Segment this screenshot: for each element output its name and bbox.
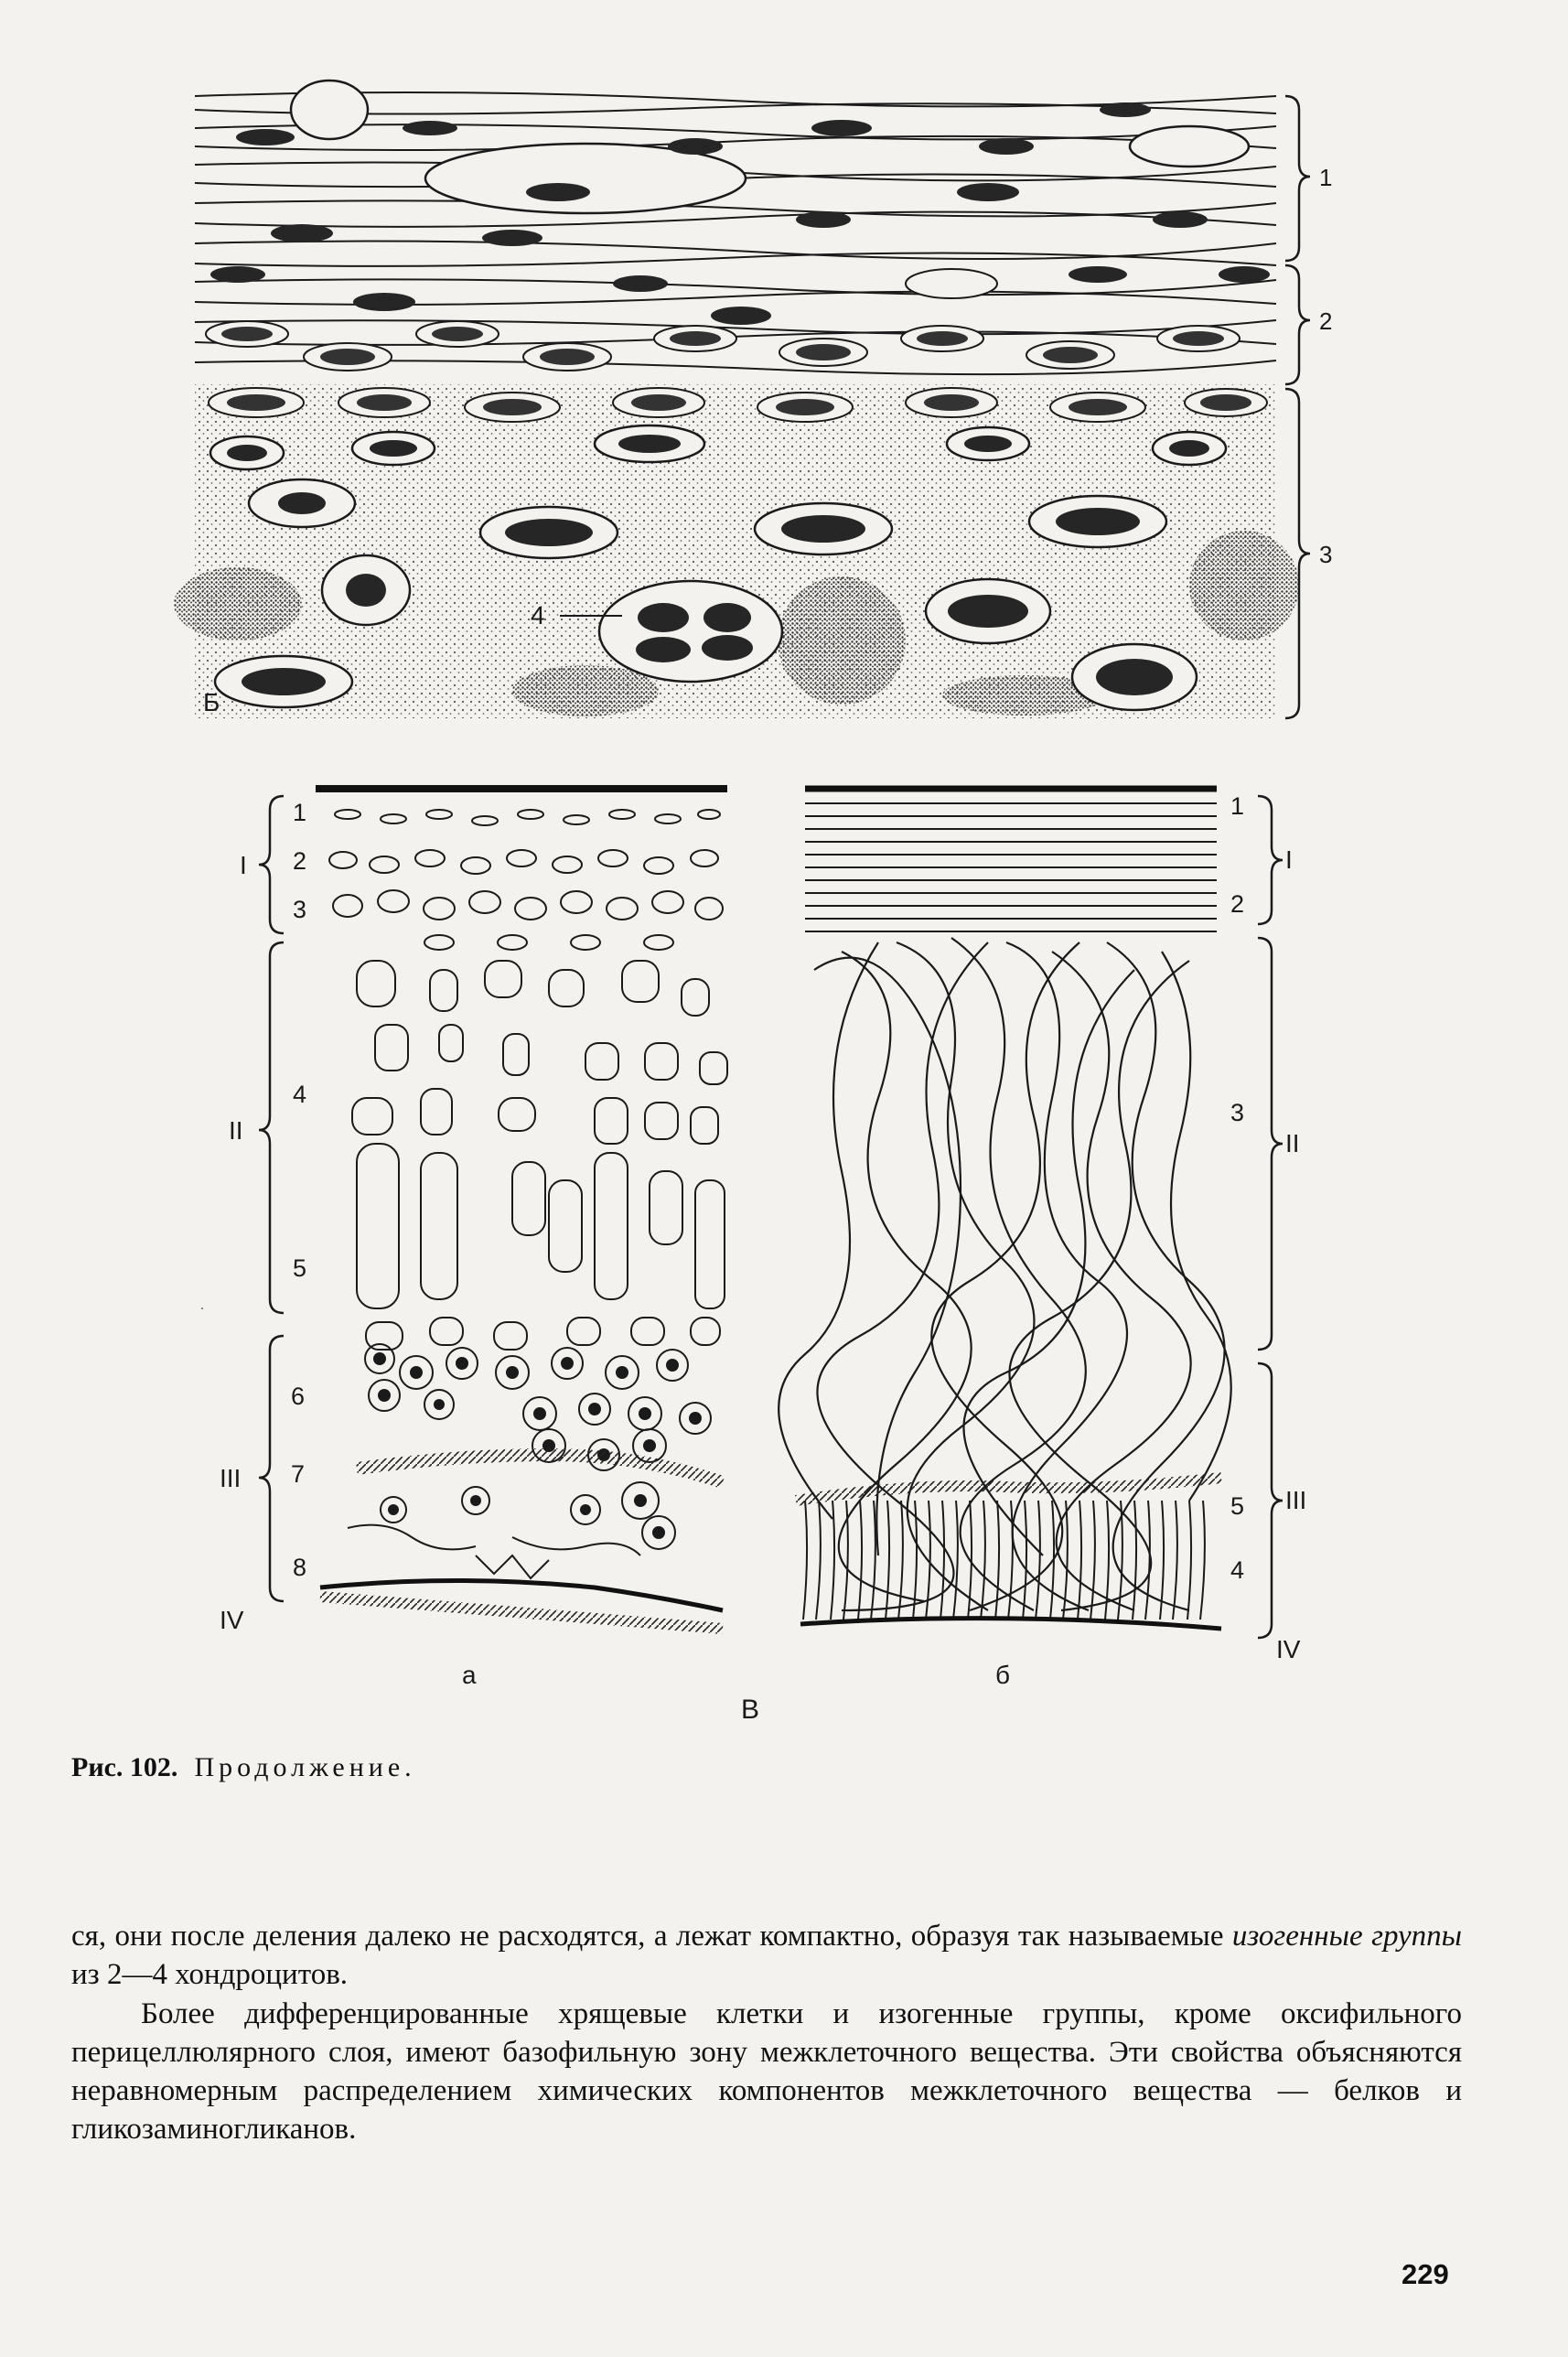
caption-figure-number: Рис. 102. — [71, 1752, 178, 1782]
right-num-3: 3 — [1230, 1099, 1245, 1126]
panel-b-layer-1: 1 — [1319, 164, 1333, 191]
panel-vb-drawing — [779, 789, 1231, 1629]
right-num-1: 1 — [1230, 792, 1245, 820]
left-num-3: 3 — [293, 896, 307, 923]
panel-va-drawing — [316, 789, 727, 1629]
left-num-7: 7 — [291, 1460, 306, 1488]
tidemark-left — [357, 1455, 723, 1482]
caption-text: Продолжение. — [194, 1752, 416, 1782]
paragraph-1-tail: из 2—4 хондроцитов. — [71, 1958, 349, 1991]
panel-b-brace-3 — [1285, 389, 1310, 718]
panel-v-label: В — [741, 1695, 760, 1725]
tidemark-right — [796, 1478, 1221, 1501]
panel-b-brace-1 — [1285, 96, 1310, 261]
left-brace-III — [259, 1336, 284, 1601]
right-num-5: 5 — [1230, 1492, 1245, 1520]
panel-b-layer-2: 2 — [1319, 307, 1333, 335]
left-num-6: 6 — [291, 1383, 306, 1410]
right-zone-I: I — [1285, 845, 1293, 874]
left-zone-III: III — [220, 1464, 242, 1492]
sub-label-b: б — [995, 1661, 1011, 1689]
right-brace-I — [1258, 796, 1283, 924]
left-zone-I: I — [240, 851, 247, 879]
left-num-1: 1 — [293, 799, 307, 826]
paragraph-2: Более дифференцированные хрящевые клетки и изогенные группы, кроме оксифильного перицеллюлярного слоя, имеют базофильную зону межклеточного вещества. Эти свойства объясняются неравномерным распределением химических компонентов межклеточного вещества — белков и гликозаминогликанов. — [71, 1997, 1462, 2146]
left-brace-I — [259, 796, 284, 933]
right-num-2: 2 — [1230, 890, 1245, 918]
left-zone-IV: IV — [220, 1606, 244, 1634]
left-num-8: 8 — [293, 1554, 307, 1581]
left-zone-II: II — [229, 1116, 243, 1145]
paragraph-1 — [71, 1917, 1462, 1994]
left-brace-II — [259, 942, 284, 1313]
panel-b-label: Б — [203, 688, 220, 716]
left-num-2: 2 — [293, 847, 307, 875]
paragraph-1-term: изогенные группы — [1231, 1920, 1463, 1953]
right-brace-II — [1258, 938, 1283, 1350]
right-zone-IV: IV — [1276, 1635, 1301, 1663]
panel-b-callout-4: 4 — [531, 601, 545, 630]
right-num-4: 4 — [1230, 1556, 1245, 1584]
right-zone-II: II — [1285, 1129, 1300, 1157]
left-num-4: 4 — [293, 1081, 307, 1108]
panel-b-drawing — [174, 81, 1299, 718]
right-brace-III — [1258, 1363, 1283, 1638]
sub-label-a: а — [462, 1661, 477, 1689]
right-zone-III: III — [1285, 1486, 1307, 1514]
paragraph-1-text: ся, они после деления далеко не расходятся, а лежат компактно, образуя так называемые — [71, 1920, 1232, 1953]
figure-caption — [71, 1752, 416, 1783]
page-number: 229 — [1402, 2258, 1449, 2290]
tangential-fibers — [805, 803, 1217, 931]
calcified-fibers — [803, 1501, 1205, 1620]
panel-b-layer-3: 3 — [1319, 541, 1333, 568]
panel-b-brace-2 — [1285, 265, 1310, 384]
left-num-5: 5 — [293, 1254, 307, 1282]
